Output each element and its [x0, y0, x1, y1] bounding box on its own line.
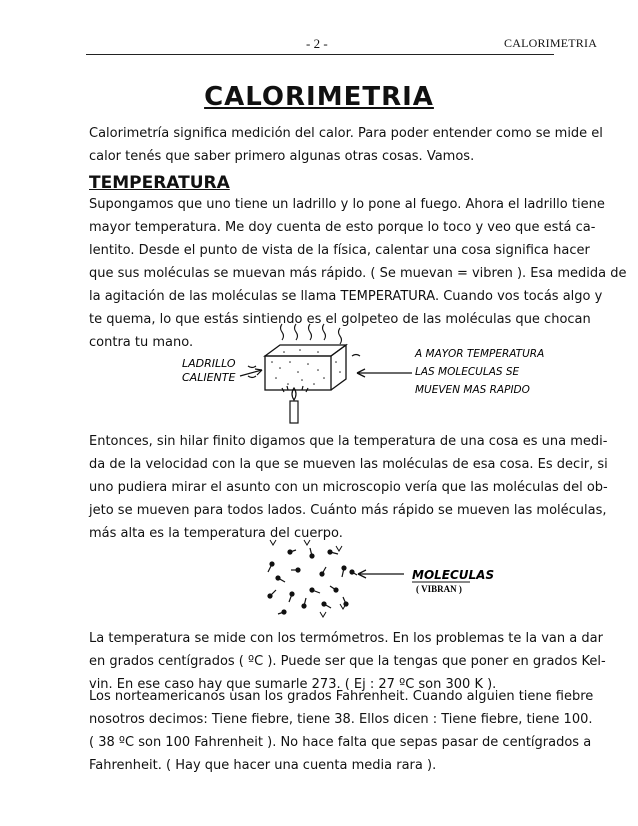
- text-line: te quema, lo que estás sintiendo es el golpeteo de las moléculas que chocan: [89, 312, 591, 327]
- text-line: mayor temperatura. Me doy cuenta de esto porque lo toco y veo que está ca-: [89, 220, 596, 235]
- temp-label-line3: MUEVEN MAS RAPIDO: [415, 384, 530, 396]
- section-title: TEMPERATURA: [89, 173, 230, 193]
- arrow-head: [255, 369, 262, 375]
- molecules-label: MOLECULAS: [412, 568, 495, 582]
- text-line: jeto se mueven para todos lados. Cuánto más rápido se mueven las moléculas,: [89, 503, 607, 518]
- text-line: lentito. Desde el punto de vista de la física, calentar una cosa significa hacer: [89, 243, 590, 258]
- molecules-icon: [268, 548, 357, 614]
- intro-paragraph: [89, 122, 603, 168]
- arrow-head: [357, 369, 365, 377]
- temp-label-line2: LAS MOLECULAS SE: [415, 366, 520, 378]
- text-line: que sus moléculas se muevan más rápido. ( Se muevan = vibren ). Esa medida de: [89, 266, 627, 281]
- molecules-sublabel: ( VIBRAN ): [416, 584, 462, 594]
- text-line: nosotros decimos: Tiene fiebre, tiene 38. Ellos dicen : Tiene fiebre, tiene 100.: [89, 712, 593, 727]
- text-line: más alta es la temperatura del cuerpo.: [89, 526, 343, 541]
- temp-label-line1: A MAYOR TEMPERATURA: [415, 348, 545, 360]
- text-line: contra tu mano.: [89, 335, 194, 350]
- brick-label-line2: CALIENTE: [182, 371, 236, 384]
- page-number: - 2 -: [306, 36, 328, 51]
- header-rule: [86, 54, 554, 55]
- text-line: Calorimetría significa medición del calor. Para poder entender como se mide el: [89, 126, 603, 141]
- text-line: en grados centígrados ( ºC ). Puede ser que la tengas que poner en grados Kel-: [89, 654, 606, 669]
- text-line: La temperatura se mide con los termómetros. En los problemas te la van a dar: [89, 631, 603, 646]
- text-line: Supongamos que uno tiene un ladrillo y lo pone al fuego. Ahora el ladrillo tiene: [89, 197, 605, 212]
- vibration-marks: [270, 540, 346, 617]
- candle-icon: [282, 386, 308, 423]
- text-line: Fahrenheit. ( Hay que hacer una cuenta media rara ).: [89, 758, 437, 773]
- paragraph-1: [89, 193, 627, 354]
- brick-label-line1: LADRILLO: [182, 357, 236, 370]
- text-line: ( 38 ºC son 100 Fahrenheit ). No hace falta que sepas pasar de centígrados a: [89, 735, 592, 750]
- text-line: vin. En ese caso hay que sumarle 273. ( Ej : 27 ºC son 300 K ).: [89, 677, 497, 692]
- text-line: da de la velocidad con la que se mueven las moléculas de esa cosa. Es decir, si: [89, 457, 608, 472]
- running-title: CALORIMETRIA: [504, 36, 598, 50]
- text-line: calor tenés que saber primero algunas otras cosas. Vamos.: [89, 149, 475, 164]
- text-line: Entonces, sin hilar finito digamos que la temperatura de una cosa es una medi-: [89, 434, 608, 449]
- text-line: Los norteamericanos usan los grados Fahrenheit. Cuando alguien tiene fiebre: [89, 689, 594, 704]
- arrow-head: [358, 570, 366, 578]
- text-line: la agitación de las moléculas se llama TEMPERATURA. Cuando vos tocás algo y: [89, 289, 603, 304]
- text-line: uno pudiera mirar el asunto con un microscopio vería que las moléculas del ob-: [89, 480, 608, 495]
- brick-dots: [271, 349, 341, 385]
- paragraph-2: [89, 430, 608, 545]
- page-title: CALORIMETRIA: [204, 82, 434, 112]
- paragraph-4: [89, 685, 594, 777]
- brick-arrow: [240, 370, 262, 376]
